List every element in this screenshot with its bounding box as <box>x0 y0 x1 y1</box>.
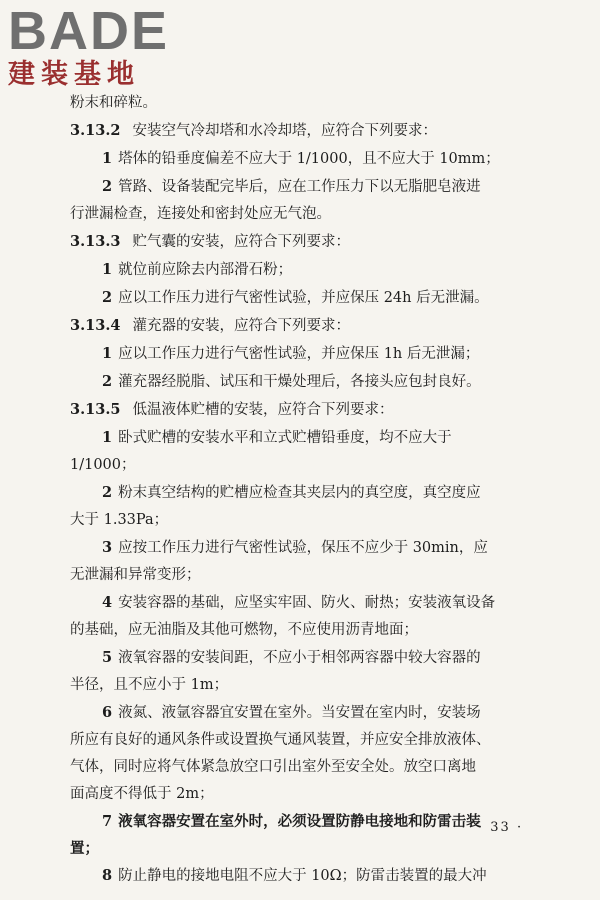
line-text: 液氮、液氩容器宜安置在室外。当安置在室内时，安装场 <box>118 705 481 721</box>
section-number: 3.13.4 <box>70 317 121 334</box>
item-number: 2 <box>102 178 113 195</box>
section-number: 3.13.3 <box>70 233 121 250</box>
item-number: 2 <box>102 484 113 501</box>
line-text: 就位前应除去内部滑石粉； <box>118 262 293 278</box>
continuation-line <box>70 562 530 589</box>
continuation-line <box>70 727 530 754</box>
item-number: 5 <box>102 649 113 666</box>
continuation-line <box>70 781 530 808</box>
line-text: 管路、设备装配完毕后，应在工作压力下以无脂肥皂液进 <box>118 179 481 195</box>
item-number: 8 <box>102 867 113 884</box>
line-text: 1/1000； <box>70 457 136 473</box>
line-text: 灌充器的安装，应符合下列要求： <box>132 318 350 334</box>
line-text: 气体，同时应将气体紧急放空口引出室外至安全处。放空口离地 <box>70 759 476 775</box>
line-text: 安装空气冷却塔和水冷却塔，应符合下列要求： <box>132 123 437 139</box>
logo-chinese-text: 建装基地 <box>8 59 140 90</box>
line-text: 的基础，应无油脂及其他可燃物，不应使用沥青地面； <box>70 622 418 638</box>
continuation-line <box>70 90 530 117</box>
line-text: 粉末和碎粒。 <box>70 95 157 111</box>
list-item-line <box>70 699 530 727</box>
line-text: 半径，且不应小于 1m； <box>70 677 229 693</box>
line-text: 贮气囊的安装，应符合下列要求： <box>132 234 350 250</box>
line-text: 无泄漏和异常变形； <box>70 567 201 583</box>
continuation-line <box>70 754 530 781</box>
line-text: 应以工作压力进行气密性试验，并应保压 1h 后无泄漏； <box>118 346 480 362</box>
list-item-line <box>70 808 530 835</box>
bade-logo <box>8 1 170 90</box>
continuation-line <box>70 507 530 534</box>
section-heading-line <box>70 396 530 424</box>
line-text: 大于 1.33Pa； <box>70 512 169 528</box>
section-heading-line <box>70 312 530 340</box>
continuation-line <box>70 452 530 479</box>
line-text: 液氧容器安置在室外时，必须设置防静电接地和防雷击装 <box>118 813 481 830</box>
list-item-line <box>70 644 530 672</box>
item-number: 2 <box>102 289 113 306</box>
line-text: 安装容器的基础，应坚实牢固、防火、耐热；安装液氧设备 <box>118 595 496 611</box>
item-number: 1 <box>102 261 113 278</box>
page-number: · 33 · <box>478 820 524 835</box>
list-item-line <box>70 173 530 201</box>
section-number: 3.13.5 <box>70 401 121 418</box>
list-item-line <box>70 284 530 312</box>
section-heading-line <box>70 117 530 145</box>
line-text: 应以工作压力进行气密性试验，并应保压 24h 后无泄漏。 <box>118 290 489 306</box>
item-number: 1 <box>102 150 113 167</box>
list-item-line <box>70 534 530 562</box>
list-item-line <box>70 145 530 173</box>
line-text: 灌充器经脱脂、试压和干燥处理后，各接头应包封良好。 <box>118 374 481 390</box>
item-number: 4 <box>102 594 113 611</box>
section-number: 3.13.2 <box>70 122 121 139</box>
line-text: 防止静电的接地电阻不应大于 10Ω；防雷击装置的最大冲 <box>118 868 487 884</box>
logo-latin-text: BADE <box>8 1 170 61</box>
document-body <box>70 90 530 890</box>
item-number: 1 <box>102 429 113 446</box>
line-text: 液氧容器的安装间距，不应小于相邻两容器中较大容器的 <box>118 650 481 666</box>
item-number: 3 <box>102 539 113 556</box>
continuation-line <box>70 201 530 228</box>
continuation-line <box>70 672 530 699</box>
line-text: 卧式贮槽的安装水平和立式贮槽铅垂度，均不应大于 <box>118 430 452 446</box>
item-number: 1 <box>102 345 113 362</box>
list-item-line <box>70 368 530 396</box>
continuation-line <box>70 835 530 862</box>
list-item-line <box>70 340 530 368</box>
section-heading-line <box>70 228 530 256</box>
item-number: 2 <box>102 373 113 390</box>
line-text: 所应有良好的通风条件或设置换气通风装置，并应安全排放液体、 <box>70 732 491 748</box>
line-text: 低温液体贮槽的安装，应符合下列要求： <box>132 402 394 418</box>
list-item-line <box>70 479 530 507</box>
list-item-line <box>70 862 530 890</box>
line-text: 置； <box>70 840 99 857</box>
line-text: 行泄漏检查，连接处和密封处应无气泡。 <box>70 206 331 222</box>
list-item-line <box>70 589 530 617</box>
line-text: 粉末真空结构的贮槽应检查其夹层内的真空度，真空度应 <box>118 485 481 501</box>
item-number: 7 <box>102 813 113 830</box>
list-item-line <box>70 256 530 284</box>
item-number: 6 <box>102 704 113 721</box>
line-text: 应按工作压力进行气密性试验，保压不应少于 30min，应 <box>118 540 488 556</box>
list-item-line <box>70 424 530 452</box>
line-text: 面高度不得低于 2m； <box>70 786 214 802</box>
continuation-line <box>70 617 530 644</box>
line-text: 塔体的铅垂度偏差不应大于 1/1000，且不应大于 10mm； <box>118 151 500 167</box>
